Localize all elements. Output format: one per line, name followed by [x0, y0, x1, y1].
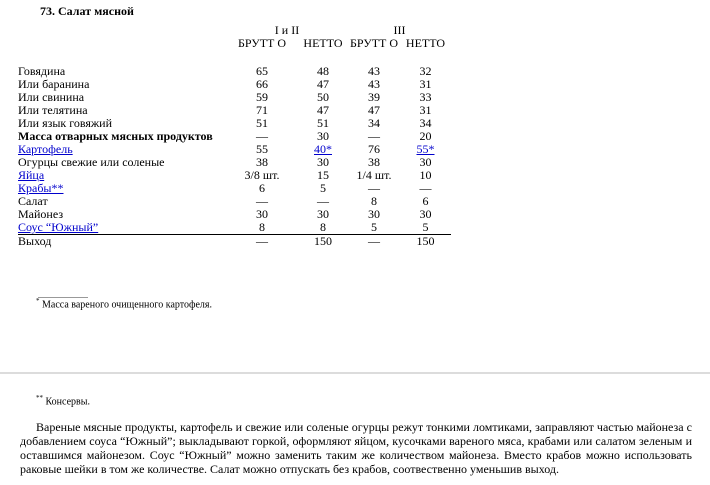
quantity-value: 30: [368, 207, 380, 221]
quantity-value: 30: [317, 129, 329, 143]
quantity-value: —: [368, 129, 380, 143]
quantity-value: 30: [419, 207, 432, 221]
quantity-value: 8: [320, 220, 326, 234]
quantity-value: 5: [422, 220, 429, 234]
quantity-value: 66: [256, 77, 268, 91]
ingredient-name: Говядина: [18, 64, 66, 78]
quantity-value: 47: [317, 103, 329, 117]
quantity-value: 38: [256, 155, 268, 169]
ingredient-row: [18, 130, 451, 143]
page-separator: [0, 372, 710, 374]
quantity-value: 47: [317, 77, 329, 91]
quantity-value: 32: [419, 64, 432, 78]
ingredient-link[interactable]: Картофель: [18, 142, 73, 156]
quantity-value: 34: [419, 116, 432, 130]
quantity-value: 3/8 шт.: [244, 168, 280, 182]
quantity-value: —: [317, 194, 329, 208]
quantity-value: 43: [368, 64, 380, 78]
quantity-value: —: [368, 181, 380, 195]
ingredient-row: [18, 221, 451, 235]
group-header-1: I и II: [274, 23, 300, 37]
quantity-value: 59: [256, 90, 268, 104]
quantity-value: 30: [256, 207, 268, 221]
quantity-value: 1/4 шт.: [356, 168, 392, 182]
quantity-value: 51: [317, 116, 329, 130]
quantity-value: —: [256, 129, 268, 143]
quantity-value: 6: [422, 194, 429, 208]
quantity-value: —: [419, 181, 432, 195]
quantity-value: 8: [259, 220, 265, 234]
footnote-value-link[interactable]: 55*: [416, 142, 435, 156]
quantity-value: 71: [256, 103, 268, 117]
quantity-value: 150: [314, 234, 332, 248]
recipe-title: 73. Салат мясной: [40, 4, 134, 18]
quantity-value: 65: [256, 64, 268, 78]
quantity-value: 43: [368, 77, 380, 91]
col-header-netto-1: НЕТТО: [303, 36, 343, 50]
quantity-value: —: [368, 234, 380, 248]
footnote-value-link[interactable]: 40*: [314, 142, 332, 156]
ingredient-name: Майонез: [18, 207, 64, 221]
ingredient-link[interactable]: Крабы**: [18, 181, 64, 195]
footnote-1-mark: *: [36, 297, 40, 305]
ingredient-name: Или язык говяжий: [18, 116, 113, 130]
ingredient-link[interactable]: Яйца: [18, 168, 45, 182]
quantity-value: 30: [317, 207, 329, 221]
quantity-value: 5: [320, 181, 326, 195]
col-header-brutto-2: БРУТТ О: [349, 36, 399, 50]
quantity-value: 150: [416, 234, 435, 248]
footnote-2-mark: **: [36, 394, 43, 402]
quantity-value: 50: [317, 90, 329, 104]
quantity-value: 30: [317, 155, 329, 169]
quantity-value: 20: [419, 129, 432, 143]
quantity-value: —: [256, 234, 268, 248]
quantity-value: 33: [419, 90, 432, 104]
footnote-1-text: Масса вареного очищенного картофеля.: [42, 299, 213, 311]
ingredient-row: [18, 195, 451, 208]
quantity-value: 76: [368, 142, 380, 156]
quantity-value: 51: [256, 116, 268, 130]
yield-row: [18, 235, 451, 249]
footnote-2-text: Консервы.: [45, 396, 90, 408]
ingredient-name: Или телятина: [18, 103, 88, 117]
quantity-value: —: [256, 194, 268, 208]
quantity-value: 30: [419, 155, 432, 169]
ingredient-name: Огурцы свежие или соленые: [18, 155, 165, 169]
group-header-2: III: [393, 23, 406, 37]
col-header-brutto-1: БРУТТ О: [237, 36, 287, 50]
ingredient-link[interactable]: Соус “Южный”: [18, 220, 99, 234]
quantity-value: 39: [368, 90, 380, 104]
ingredient-name: Выход: [18, 234, 52, 248]
ingredient-row: [18, 182, 451, 195]
col-header-netto-2: НЕТТО: [405, 36, 446, 50]
quantity-value: 55: [256, 142, 268, 156]
ingredient-name: Масса отварных мясных продуктов: [18, 129, 213, 143]
quantity-value: 8: [371, 194, 377, 208]
column-header-row: [18, 37, 451, 65]
ingredient-name: Или свинина: [18, 90, 85, 104]
quantity-value: 31: [419, 77, 432, 91]
recipe-instructions: Вареные мясные продукты, картофель и свежие или соленые огурцы режут тонкими ломтиками, заправляют частью майонеза с добавлением соуса “Южный”; выкладывают горкой, оформляют яйцом, кусочками вареного мяса, крабами или салатом зеленым и оставшимся майонезом. Соус “Южный” можно заменить таким же количеством майонеза. Вместо крабов можно использовать раковые шейки в том же количестве. Салат можно отпускать без крабов, соотвественно уменьшив выход.: [20, 420, 692, 476]
ingredient-name: Или баранина: [18, 77, 90, 91]
quantity-value: 34: [368, 116, 380, 130]
quantity-value: 6: [259, 181, 265, 195]
recipe-table: [18, 24, 451, 248]
quantity-value: 48: [317, 64, 329, 78]
footnote-2: [36, 394, 90, 407]
quantity-value: 47: [368, 103, 380, 117]
ingredient-name: Салат: [18, 194, 48, 208]
quantity-value: 38: [368, 155, 380, 169]
footnote-1: [36, 297, 212, 310]
ingredient-row: [18, 169, 451, 182]
quantity-value: 31: [419, 103, 432, 117]
quantity-value: 15: [317, 168, 329, 182]
quantity-value: 10: [419, 168, 432, 182]
quantity-value: 5: [371, 220, 377, 234]
